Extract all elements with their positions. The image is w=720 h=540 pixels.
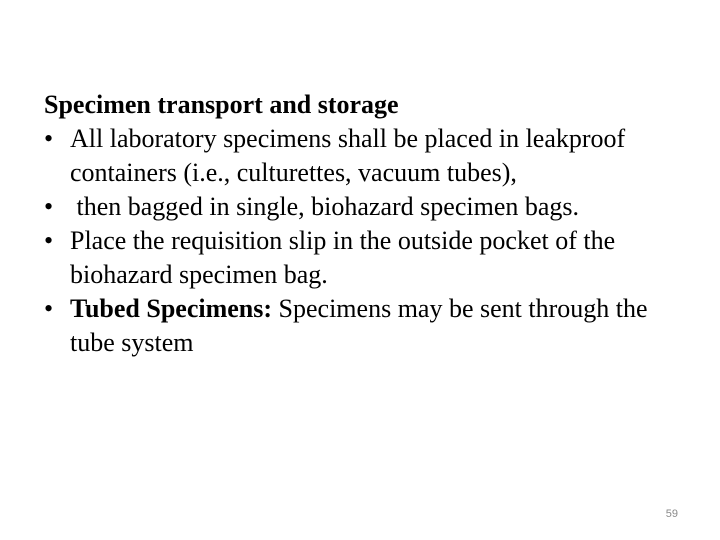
bullet-item-3 (44, 224, 684, 292)
bullet-item-1 (44, 122, 684, 190)
bullet-text: All laboratory specimens shall be placed in leakproof containers (i.e., culturettes, vacuum tubes), (70, 124, 626, 187)
bullet-text: then bagged in single, biohazard specimen bags. (70, 192, 580, 221)
slide-content (44, 88, 684, 360)
page-number: 59 (665, 508, 678, 520)
slide-heading: Specimen transport and storage (44, 90, 399, 119)
bullet-text: Place the requisition slip in the outside pocket of the biohazard specimen bag. (70, 226, 616, 289)
bullet-list (44, 122, 684, 360)
bullet-item-4 (44, 292, 684, 360)
bullet-item-2 (44, 190, 684, 224)
bullet-text: Specimens may be sent through the tube system (70, 294, 655, 357)
bullet-bold-lead: Tubed Specimens: (70, 294, 273, 323)
bullet-marker: • (44, 226, 54, 255)
bullet-marker: • (44, 124, 54, 153)
bullet-marker: • (44, 192, 54, 221)
bullet-marker: • (44, 294, 54, 323)
